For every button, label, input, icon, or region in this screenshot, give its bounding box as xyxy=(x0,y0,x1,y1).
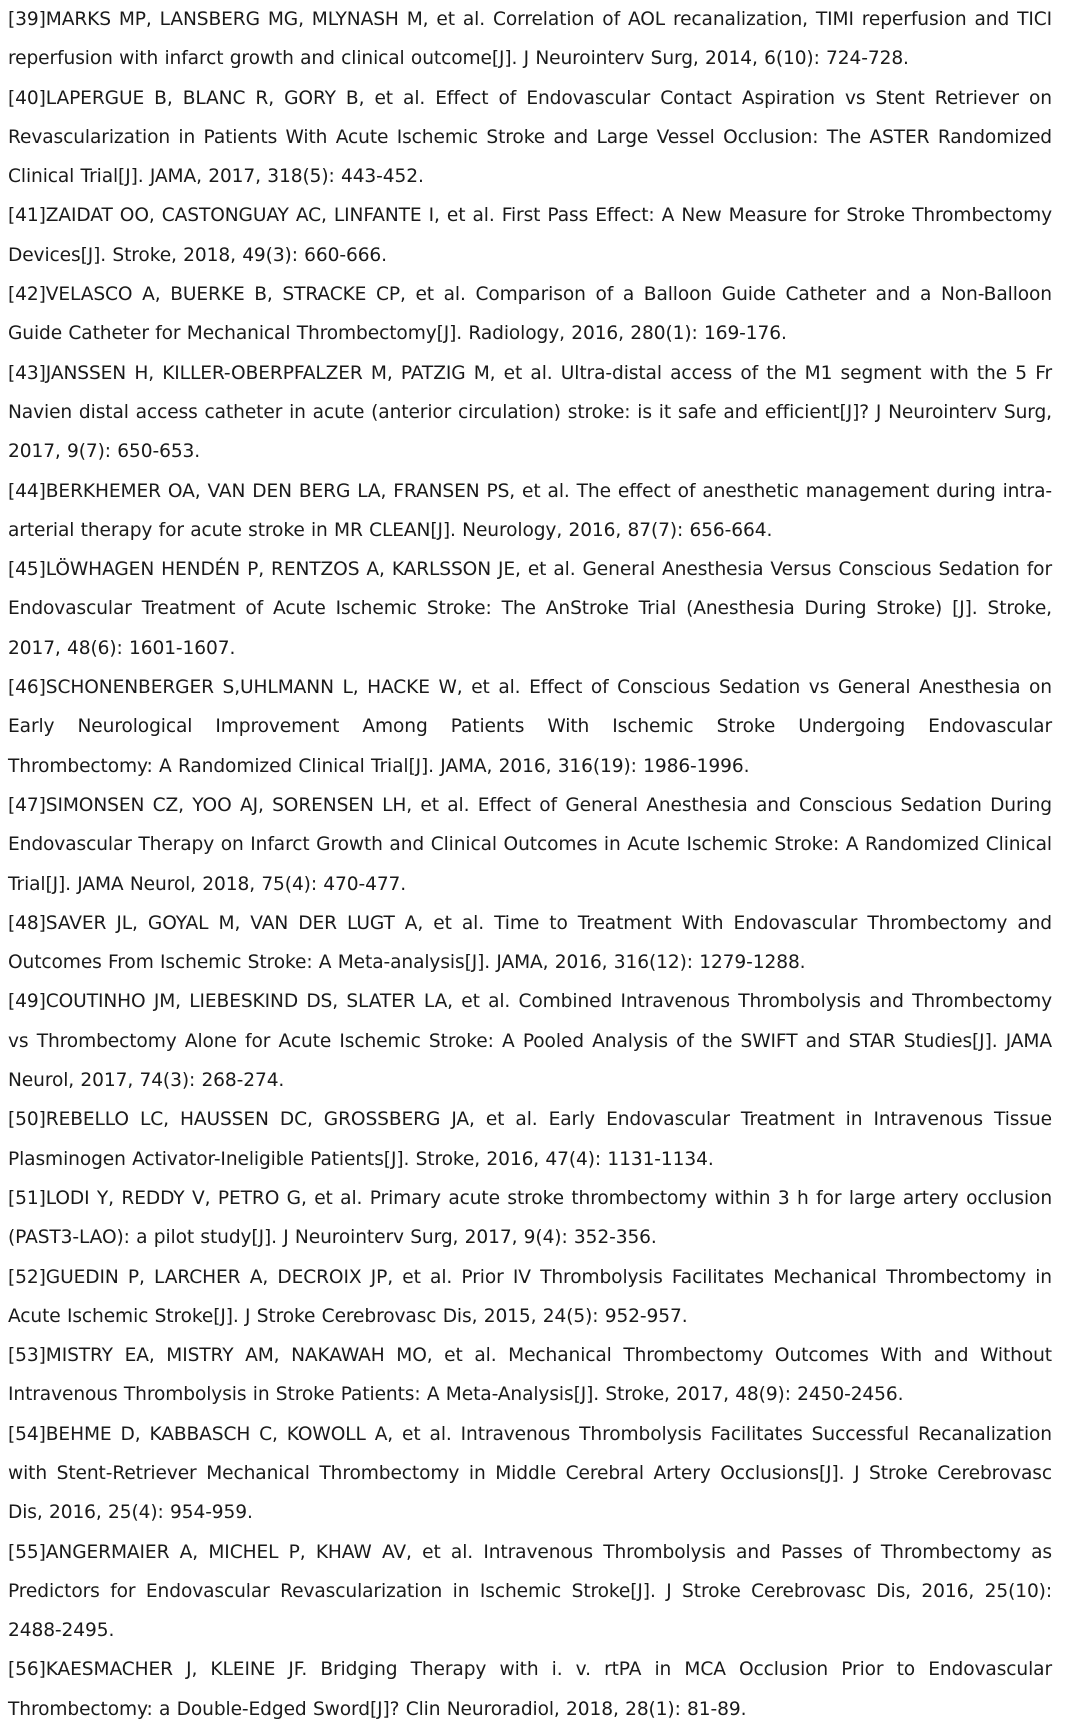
reference-item-40: [40]LAPERGUE B, BLANC R, GORY B, et al. Effect of Endovascular Contact Aspiration vs Stent Retriever on Revascularization in Patients With Acute Ischemic Stroke and Large Vessel Occlusion: The ASTER Randomized Clinical Trial[J]. JAMA, 2017, 318(5): 443-452. xyxy=(8,87,1052,188)
reference-item-49: [49]COUTINHO JM, LIEBESKIND DS, SLATER LA, et al. Combined Intravenous Thrombolysis and Thrombectomy vs Thrombectomy Alone for Acute Ischemic Stroke: A Pooled Analysis of the SWIFT and STAR Studies[J]. JAMA Neurol, 2017, 74(3): 268-274. xyxy=(8,991,1052,1092)
reference-item-52: [52]GUEDIN P, LARCHER A, DECROIX JP, et al. Prior IV Thrombolysis Facilitates Mechanical Thrombectomy in Acute Ischemic Stroke[J]. J Stroke Cerebrovasc Dis, 2015, 24(5): 952-957. xyxy=(8,1266,1052,1327)
reference-item-55: [55]ANGERMAIER A, MICHEL P, KHAW AV, et al. Intravenous Thrombolysis and Passes of Thrombectomy as Predictors for Endovascular Revascularization in Ischemic Stroke[J]. J Stroke Cerebrovasc Dis, 2016, 25(10): 2488-2495. xyxy=(8,1541,1052,1642)
reference-item-41: [41]ZAIDAT OO, CASTONGUAY AC, LINFANTE I, et al. First Pass Effect: A New Measure for Stroke Thrombectomy Devices[J]. Stroke, 2018, 49(3): 660-666. xyxy=(8,205,1052,266)
reference-list xyxy=(8,0,1052,1729)
reference-item-39: [39]MARKS MP, LANSBERG MG, MLYNASH M, et al. Correlation of AOL recanalization, TIMI reperfusion and TICI reperfusion with infarct growth and clinical outcome[J]. J Neurointerv Surg, 2014, 6(10): 724-728. xyxy=(8,9,1052,70)
reference-item-54: [54]BEHME D, KABBASCH C, KOWOLL A, et al. Intravenous Thrombolysis Facilitates Successful Recanalization with Stent-Retriever Mechanical Thrombectomy in Middle Cerebral Artery Occlusions[J]. J Stroke Cerebrovasc Dis, 2016, 25(4): 954-959. xyxy=(8,1423,1052,1524)
reference-item-45: [45]LÖWHAGEN HENDÉN P, RENTZOS A, KARLSSON JE, et al. General Anesthesia Versus Conscious Sedation for Endovascular Treatment of Acute Ischemic Stroke: The AnStroke Trial (Anesthesia During Stroke) [J]. Stroke, 2017, 48(6): 1601-1607. xyxy=(8,559,1052,659)
reference-item-43: [43]JANSSEN H, KILLER-OBERPFALZER M, PATZIG M, et al. Ultra-distal access of the M1 segment with the 5 Fr Navien distal access catheter in acute (anterior circulation) stroke: is it safe and efficient[J]? J Neurointerv Surg, 2017, 9(7): 650-653. xyxy=(8,362,1052,463)
reference-item-56: [56]KAESMACHER J, KLEINE JF. Bridging Therapy with i. v. rtPA in MCA Occlusion Prior to Endovascular Thrombectomy: a Double-Edged Sword[J]? Clin Neuroradiol, 2018, 28(1): 81-89. xyxy=(8,1659,1052,1720)
reference-item-46: [46]SCHONENBERGER S,UHLMANN L, HACKE W, et al. Effect of Conscious Sedation vs General Anesthesia on Early Neurological Improvement Among Patients With Ischemic Stroke Undergoing Endovascular Thrombectomy: A Randomized Clinical Trial[J]. JAMA, 2016, 316(19): 1986-1996. xyxy=(8,677,1052,777)
reference-item-51: [51]LODI Y, REDDY V, PETRO G, et al. Primary acute stroke thrombectomy within 3 h for large artery occlusion (PAST3-LAO): a pilot study[J]. J Neurointerv Surg, 2017, 9(4): 352-356. xyxy=(8,1187,1052,1249)
reference-item-48: [48]SAVER JL, GOYAL M, VAN DER LUGT A, et al. Time to Treatment With Endovascular Thrombectomy and Outcomes From Ischemic Stroke: A Meta-analysis[J]. JAMA, 2016, 316(12): 1279-1288. xyxy=(8,912,1052,974)
reference-item-47: [47]SIMONSEN CZ, YOO AJ, SORENSEN LH, et al. Effect of General Anesthesia and Conscious Sedation During Endovascular Therapy on Infarct Growth and Clinical Outcomes in Acute Ischemic Stroke: A Randomized Clinical Trial[J]. JAMA Neurol, 2018, 75(4): 470-477. xyxy=(8,794,1052,895)
reference-item-42: [42]VELASCO A, BUERKE B, STRACKE CP, et al. Comparison of a Balloon Guide Catheter and a Non-Balloon Guide Catheter for Mechanical Thrombectomy[J]. Radiology, 2016, 280(1): 169-176. xyxy=(8,284,1052,345)
reference-item-50: [50]REBELLO LC, HAUSSEN DC, GROSSBERG JA, et al. Early Endovascular Treatment in Intravenous Tissue Plasminogen Activator-Ineligible Patients[J]. Stroke, 2016, 47(4): 1131-1134. xyxy=(8,1109,1052,1170)
reference-item-44: [44]BERKHEMER OA, VAN DEN BERG LA, FRANSEN PS, et al. The effect of anesthetic management during intra-arterial therapy for acute stroke in MR CLEAN[J]. Neurology, 2016, 87(7): 656-664. xyxy=(8,480,1052,541)
reference-item-53: [53]MISTRY EA, MISTRY AM, NAKAWAH MO, et al. Mechanical Thrombectomy Outcomes With and Without Intravenous Thrombolysis in Stroke Patients: A Meta-Analysis[J]. Stroke, 2017, 48(9): 2450-2456. xyxy=(8,1345,1052,1406)
